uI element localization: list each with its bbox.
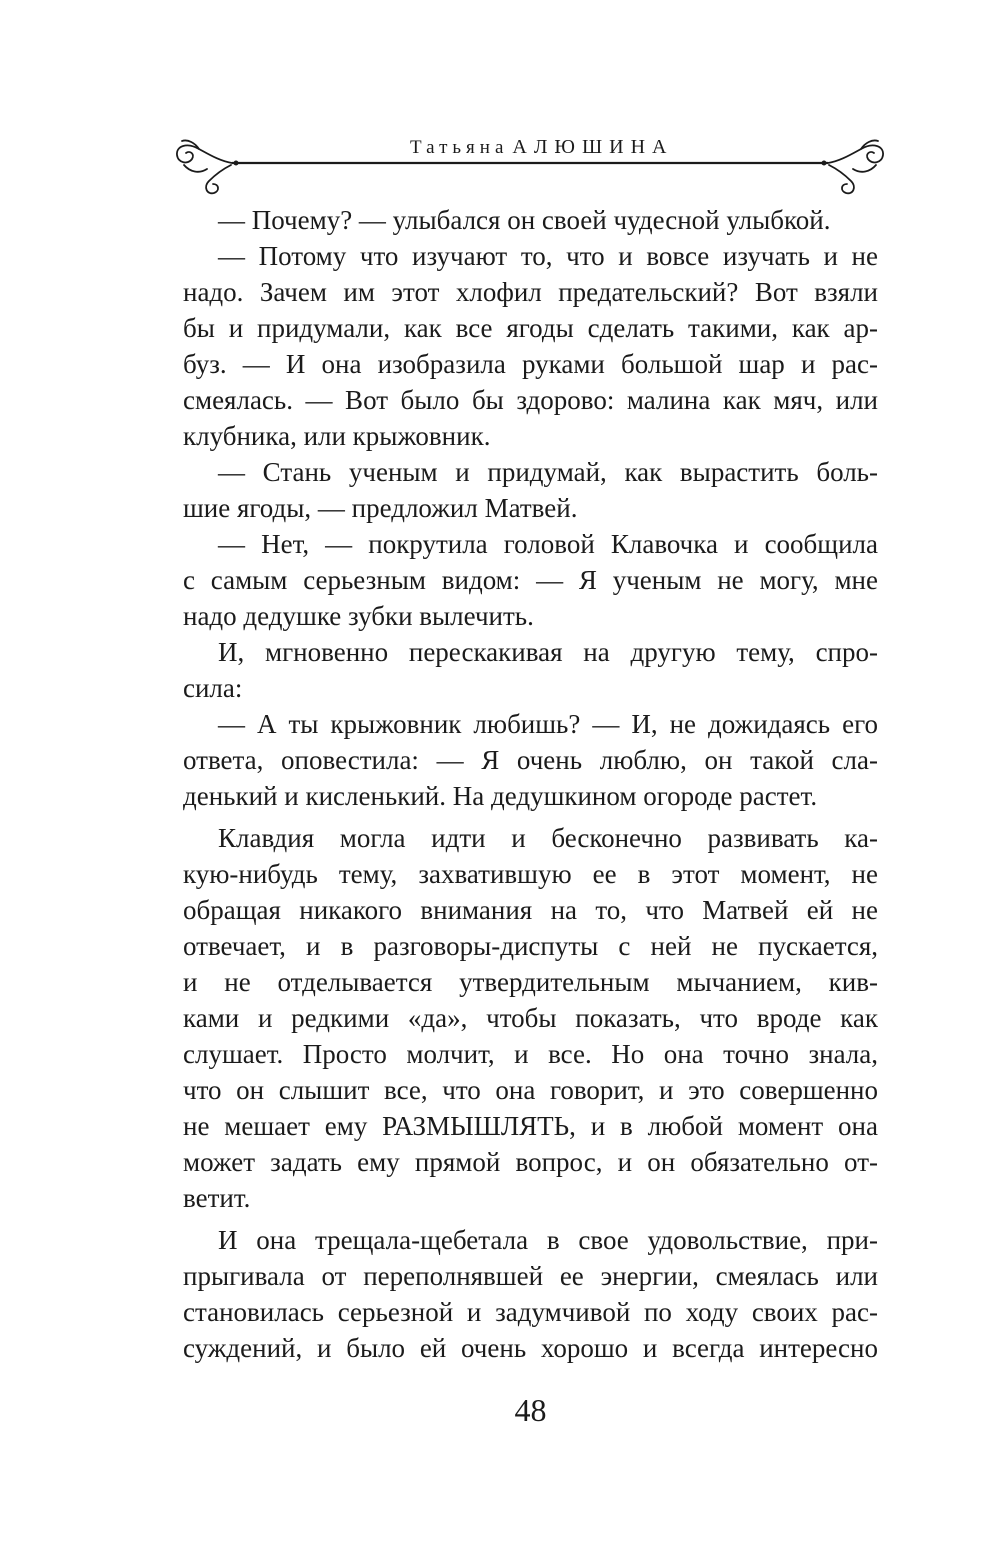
text-line: шие ягоды, — предложил Матвей. [183,493,578,523]
paragraph [183,454,878,526]
body-text [183,202,878,1366]
text-line: ветит. [183,1183,251,1213]
text-line: Клавдия могла идти и бесконечно развивать ка- [218,823,878,853]
paragraph [183,1222,878,1366]
text-line: денький и кисленький. На дедушкином огороде растет. [183,781,818,811]
text-line: прыгивала от переполнявшей ее энергии, смеялась или [183,1261,878,1291]
text-line: буз. — И она изобразила руками большой шар и рас- [183,349,878,379]
text-line: — Стань ученым и придумай, как вырастить боль- [218,457,878,487]
text-line: — Почему? — улыбался он своей чудесной улыбкой. [218,205,831,235]
text-line: становилась серьезной и задумчивой по ходу своих рас- [183,1297,878,1327]
left-flourish-icon [177,140,239,193]
page-number: 48 [514,1392,547,1428]
paragraph [183,526,878,634]
text-line: кую-нибудь тему, захватившую ее в этот момент, не [183,859,878,889]
text-line: клубника, или крыжовник. [183,421,491,451]
text-line: обращая никакого внимания на то, что Матвей ей не [183,895,878,925]
author-last-name: АЛЮШИНА [512,136,674,158]
text-line: смеялась. — Вот было бы здорово: малина как мяч, или [183,385,878,415]
paragraph [183,820,878,1216]
paragraph [183,634,878,706]
text-line: ками и редкими «да», чтобы показать, что вроде как [183,1003,878,1033]
text-line: не мешает ему РАЗМЫШЛЯТЬ, и в любой момент она [183,1111,878,1141]
text-line: надо дедушке зубки вылечить. [183,601,534,631]
right-flourish-icon [822,140,884,193]
text-line: суждений, и было ей очень хорошо и всегда интересно [183,1333,878,1363]
author-first-name: Татьяна [410,137,509,158]
text-line: — А ты крыжовник любишь? — И, не дожидаясь его [218,709,878,739]
running-head-author [410,133,673,163]
text-line: надо. Зачем им этот хлофил предательский? Вот взяли [183,277,878,307]
text-line: может задать ему прямой вопрос, и он обязательно от- [183,1147,878,1177]
text-line: И она трещала-щебетала в свое удовольствие, при- [218,1225,878,1255]
text-line: ответа, оповестила: — Я очень люблю, он такой сла- [183,745,878,775]
paragraph [183,706,878,814]
paragraph [183,238,878,454]
text-line: — Потому что изучают то, что и вовсе изучать и не [218,241,878,271]
text-line: и не отделывается утвердительным мычанием, кив- [183,967,878,997]
text-line: с самым серьезным видом: — Я ученым не могу, мне [183,565,878,595]
paragraph [183,202,878,238]
text-line: что он слышит все, что она говорит, и это совершенно [183,1075,878,1105]
text-line: бы и придумали, как все ягоды сделать такими, как ар- [183,313,878,343]
text-line: — Нет, — покрутила головой Клавочка и сообщила [218,529,878,559]
text-line: отвечает, и в разговоры-диспуты с ней не пускается, [183,931,878,961]
text-line: сила: [183,673,243,703]
text-line: И, мгновенно перескакивая на другую тему, спро- [218,637,878,667]
text-line: слушает. Просто молчит, и все. Но она точно знала, [183,1039,878,1069]
